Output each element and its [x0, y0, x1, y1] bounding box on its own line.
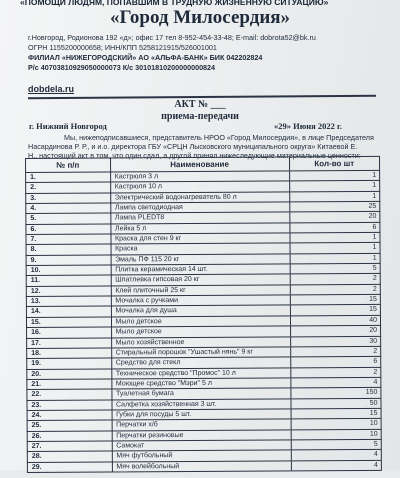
- item-quantity: 1: [372, 244, 377, 252]
- item-name: Мыло детское: [112, 327, 291, 337]
- item-quantity: 20: [368, 213, 377, 221]
- act-title: АКТ № ___: [174, 99, 226, 110]
- item-name: Перчатки х/б: [112, 420, 291, 430]
- item-name: Самокат: [112, 440, 291, 450]
- row-number: 8.: [27, 245, 112, 255]
- bank-line: ФИЛИАЛ «НИЖЕГОРОДСКИЙ» АО «АЛЬФА-БАНК» БИК 042202824: [28, 53, 263, 62]
- org-top-line: «ПОМОЩИ ЛЮДЯМ, ПОПАВШИМ В ТРУДНУЮ ЖИЗНЕННУЮ СИТУАЦИЮ»: [20, 0, 329, 7]
- row-number: 11.: [27, 276, 112, 286]
- account-line: Р/с 40703810929050000073 К/с 30101810200000000824: [28, 63, 216, 72]
- item-name: Мыло хозяйственное: [112, 337, 291, 347]
- item-quantity: 10: [369, 420, 378, 428]
- row-number: 19.: [27, 359, 112, 369]
- row-number: 16.: [27, 328, 112, 338]
- item-quantity: 1: [372, 233, 377, 241]
- item-name: Шпатлевка гипсовая 20 кг: [111, 275, 290, 285]
- item-name: Кастрюля 3 л: [111, 171, 290, 181]
- row-number: 2.: [26, 183, 111, 193]
- item-quantity: 40: [369, 316, 378, 324]
- item-name: Лампа светодиодная: [111, 202, 290, 212]
- item-name: Мочалка для душа: [111, 306, 290, 316]
- item-quantity: 150: [365, 389, 378, 397]
- act-city: г. Нижний Новгород: [29, 121, 107, 131]
- item-quantity: 1: [372, 254, 377, 262]
- item-name: Стиральный порошок "Ушастый нянь" 9 кг: [112, 347, 291, 357]
- item-name: Мыло детское: [112, 316, 291, 326]
- row-number: 26.: [28, 431, 113, 441]
- item-name: Туалетная бумага: [112, 389, 291, 399]
- table-body: [25, 170, 382, 473]
- item-quantity: 10: [369, 430, 378, 438]
- row-number: 15.: [27, 317, 112, 327]
- intro-line-3: Н., настоящий акт в том, что один сдал, а другой принял нижеследующие материальные ценности:: [28, 151, 361, 160]
- row-number: 25.: [28, 421, 113, 431]
- item-name: Мяч волейбольный: [112, 461, 291, 471]
- row-number: 6.: [26, 224, 111, 234]
- table-row: [26, 315, 381, 328]
- table-row: [27, 418, 382, 431]
- item-name: Мяч футбольный: [112, 451, 291, 461]
- item-quantity: 4: [373, 461, 378, 469]
- item-name: Клей плиточный 25 кг: [111, 285, 290, 295]
- item-quantity: 6: [372, 223, 377, 231]
- contacts-block: [28, 33, 388, 73]
- row-number: 22.: [27, 390, 112, 400]
- item-name: Краска: [111, 244, 290, 254]
- row-number: 13.: [27, 297, 112, 307]
- address-line: г.Новгород, Родионова 192 «д»; офис 17 тел 8-952-454-33-48; E-mail: dobrota52@bk.ru: [28, 33, 316, 42]
- header-name: Наименование: [111, 157, 290, 171]
- table-row: [27, 408, 382, 421]
- item-quantity: 2: [373, 347, 378, 355]
- intro-line-1: Мы, нижеподписавшиеся, представитель НРОО «Город Милосердия», в лице Председателя: [64, 133, 374, 142]
- row-number: 7.: [26, 235, 111, 245]
- table-row: [26, 263, 381, 276]
- item-name: Мочалка с ручками: [111, 296, 290, 306]
- table-row: [25, 191, 380, 204]
- table-row: [26, 377, 381, 390]
- org-name: «Город Милосердия»: [109, 7, 291, 28]
- item-quantity: 20: [369, 327, 378, 335]
- row-number: 20.: [27, 369, 112, 379]
- item-name: Техническое средство "Промос" 10 л: [112, 368, 291, 378]
- item-quantity: 4: [373, 451, 378, 459]
- row-number: 23.: [27, 400, 112, 410]
- table-row: [27, 439, 382, 452]
- row-number: 9.: [27, 255, 112, 265]
- table-row: [26, 325, 381, 338]
- row-number: 27.: [28, 441, 113, 451]
- item-quantity: 5: [373, 440, 378, 448]
- header-quantity: Кол-во шт: [314, 158, 355, 169]
- table-row: [25, 232, 380, 245]
- row-number: 28.: [28, 452, 113, 462]
- table-row: [26, 273, 381, 286]
- row-number: 29.: [28, 462, 113, 472]
- table-row: [26, 366, 381, 379]
- item-quantity: 15: [369, 409, 378, 417]
- table-row: [26, 356, 381, 369]
- item-quantity: 5: [372, 264, 377, 272]
- row-number: 12.: [27, 286, 112, 296]
- table-row: [27, 449, 382, 462]
- table-row: [26, 294, 381, 307]
- item-name: Средство для стекл: [112, 358, 291, 368]
- item-quantity: 1: [372, 182, 377, 190]
- item-name: Салфетка хозяйственная 3 шт.: [112, 399, 291, 409]
- item-name: Кастрюля 10 л: [111, 182, 290, 192]
- table-row: [27, 459, 382, 473]
- item-name: Электрический водонагреватель 80 л: [111, 192, 290, 202]
- item-name: Перчатки резиновые: [112, 430, 291, 440]
- item-quantity: 2: [373, 368, 378, 376]
- act-subtitle: приема-передачи: [161, 111, 239, 122]
- table-row: [26, 397, 381, 410]
- table-row: [25, 170, 380, 183]
- item-quantity: 1: [372, 171, 377, 179]
- item-quantity: 15: [369, 306, 377, 314]
- item-quantity: 6: [373, 358, 378, 366]
- item-name: Лампа PLEDT8: [111, 213, 290, 223]
- table-header: [25, 156, 380, 172]
- row-number: 24.: [28, 410, 113, 420]
- row-number: 18.: [27, 348, 112, 358]
- row-number: 14.: [27, 307, 112, 317]
- act-date: «29» Июня 2022 г.: [274, 121, 343, 131]
- item-quantity: 50: [369, 399, 378, 407]
- table-row: [25, 211, 380, 224]
- table-row: [26, 304, 381, 317]
- table-row: [26, 253, 381, 266]
- item-quantity: 2: [372, 285, 377, 293]
- row-number: 3.: [26, 193, 111, 203]
- table-row: [25, 222, 380, 235]
- row-number: 4.: [26, 204, 111, 214]
- item-name: Лейка 5 л: [111, 223, 290, 233]
- intro-line-2: Насардинова Р. Р., и и.о. директора ГБУ «СРЦН Лысковского муниципального округа» Китаевой Е.: [28, 142, 358, 151]
- table-row: [26, 387, 381, 400]
- website-link[interactable]: dobdela.ru: [28, 84, 75, 94]
- item-name: Краска для стен 9 кг: [111, 233, 290, 243]
- row-number: 21.: [27, 379, 112, 389]
- item-name: Губки для посуды 5 шт.: [112, 409, 291, 419]
- table-row: [26, 346, 381, 359]
- item-quantity: 30: [369, 337, 378, 345]
- row-number: 10.: [27, 266, 112, 276]
- row-number: 5.: [26, 214, 111, 224]
- item-quantity: 1: [372, 192, 377, 200]
- table-row: [25, 180, 380, 193]
- item-name: Моющее средство "Мэри" 5 л: [112, 378, 291, 388]
- table-row: [26, 335, 381, 348]
- header-number: № п/п: [26, 158, 111, 172]
- item-quantity: 25: [368, 202, 377, 210]
- item-name: Эмаль ПФ 115 20 кг: [111, 254, 290, 264]
- table-row: [26, 284, 381, 297]
- item-quantity: 2: [372, 275, 377, 283]
- ogrn-line: ОГРН 1155200000658; ИНН/КПП 5258121915/526001001: [28, 43, 217, 52]
- item-quantity: 15: [369, 295, 377, 304]
- table-row: [27, 428, 382, 441]
- table-row: [26, 242, 381, 255]
- row-number: 1.: [26, 172, 111, 182]
- item-quantity: 4: [373, 378, 378, 386]
- items-table: [25, 156, 382, 478]
- row-number: 17.: [27, 338, 112, 348]
- table-row: [25, 201, 380, 214]
- item-name: Плитка керамическая 14 шт.: [111, 264, 290, 274]
